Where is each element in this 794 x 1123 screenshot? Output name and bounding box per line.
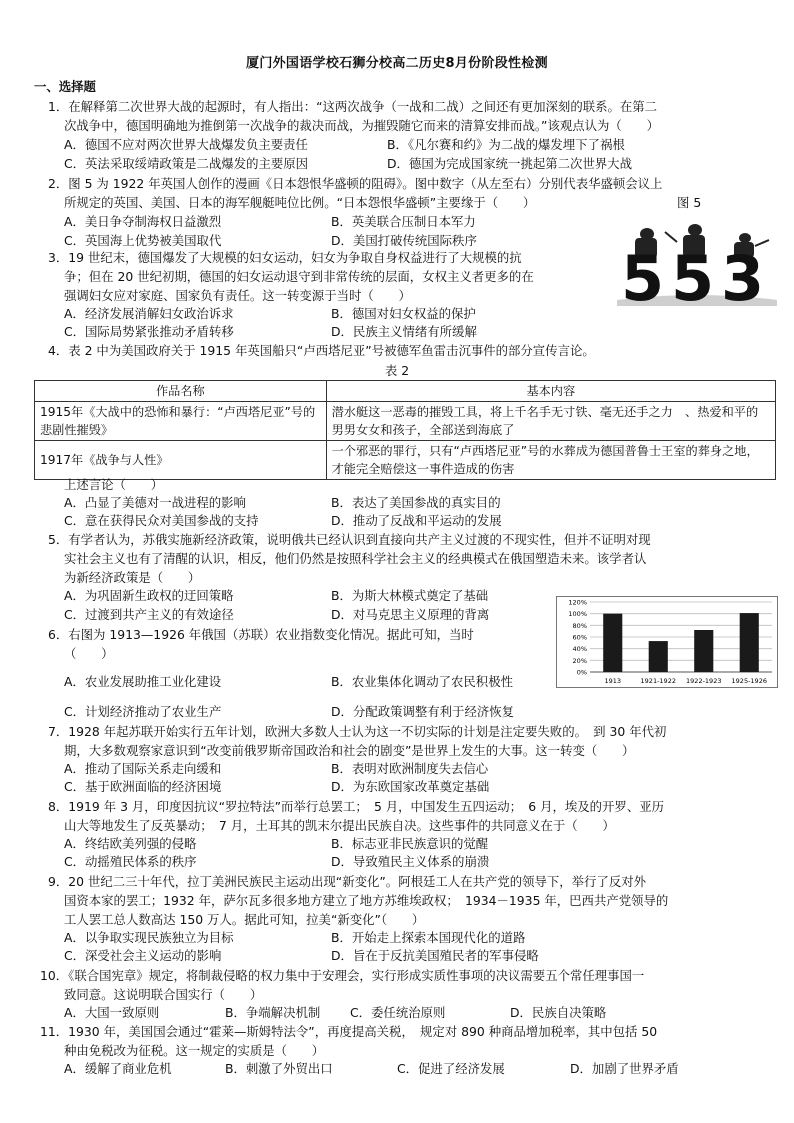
q11-option-b: B．刺激了外贸出口 [225,1061,333,1076]
q5-stem-line1: 5．有学者认为，苏俄实施新经济政策，说明俄共已经认识到直接向共产主义过渡的不现实性，但并不证明对现 [48,532,651,547]
q8-option-a: A．终结欧美列强的侵略 [64,836,197,851]
q4-option-c: C．意在获得民众对美国参战的支持 [64,513,259,528]
q1-option-d: D．德国为完成国家统一挑起第二次世界大战 [387,156,632,171]
chart-bar [649,641,668,672]
q11-option-c: C．促进了经济发展 [397,1061,505,1076]
q6-option-d: D．分配政策调整有利于经济恢复 [331,704,515,719]
chart-ytick-label: 80% [572,621,587,630]
q3-stem-line1: 3．19 世纪末，德国爆发了大规模的妇女运动，妇女为争取自身权益进行了大规模的抗 [48,250,522,265]
cartoon-digit-1: 5 [621,242,665,306]
chart-xtick-label: 1913 [604,677,622,685]
q7-option-b: B．表明对欧洲制度失去信心 [331,761,489,776]
q8-option-c: C．动摇殖民体系的秩序 [64,854,197,869]
q1-option-b: B．《凡尔赛和约》为二战的爆发埋下了祸根 [387,137,625,152]
q9-option-b: B．开始走上探索本国现代化的道路 [331,930,526,945]
q8-stem-line1: 8．1919 年 3 月，印度因抗议“罗拉特法”而举行总罢工； 5 月，中国发生五四运动； 6 月，埃及的开罗、亚历 [48,799,664,814]
q3-option-b: B．德国对妇女权益的保护 [331,306,476,321]
q11-stem-line2: 种由免税改为征税。这一规定的实质是（ ） [64,1043,325,1058]
q4-option-b: B．表达了美国参战的真实目的 [331,495,501,510]
table-row [35,441,776,480]
chart-bar [740,613,759,672]
table2 [34,380,776,480]
q3-option-a: A．经济发展消解妇女政治诉求 [64,306,234,321]
q11-option-d: D．加剧了世界矛盾 [570,1061,679,1076]
table-cell-work: 1917年《战争与人性》 [35,441,327,480]
q9-stem-line3: 工人罢工总人数高达 150 万人。据此可知，拉美“新变化”（ ） [64,912,425,927]
cartoon-digit-3: 3 [721,242,765,306]
q1-option-c: C．英法采取绥靖政策是二战爆发的主要原因 [64,156,309,171]
chart-ytick-label: 40% [572,645,587,654]
q3-option-d: D．民族主义情绪有所缓解 [331,324,477,339]
q4-option-a: A．凸显了美德对一战进程的影响 [64,495,246,510]
q6-stem-line1: 6．右图为 1913—1926 年俄国（苏联）农业指数变化情况。据此可知，当时 [48,627,474,642]
table-cell-work: 1915年《大战中的恐怖和暴行：“卢西塔尼亚”号的悲剧性摧毁》 [35,402,327,441]
q4-stem: 4．表 2 中为美国政府关于 1915 年英国船只“卢西塔尼亚”号被德军鱼雷击沉事件的部分宣传言论。 [48,343,595,358]
q11-stem-line1: 11．1930 年，美国国会通过“霍莱—斯姆特法令”，再度提高关税， 规定对 890 种商品增加税率，其中包括 50 [40,1024,658,1039]
cartoon-digit-2: 5 [671,242,715,306]
chart-xtick-label: 1922-1923 [686,677,722,685]
q5-option-c: C．过渡到共产主义的有效途径 [64,607,234,622]
q10-option-a: A．大国一致原则 [64,1005,160,1020]
q1-option-a: A．德国不应对两次世界大战爆发负主要责任 [64,137,308,152]
table-cell-content: 潜水艇这一恶毒的摧毁工具，将上千名手无寸铁、毫无还手之力 、热爱和平的男男女女和孩子，全部送到海底了 [326,402,775,441]
q1-stem-line2: 次战争中，德国明确地为推倒第一次战争的裁决而战，为摧毁随它而来的清算安排而战。”该观点认为（ ） [64,118,659,133]
chart-xtick-label: 1921-1922 [640,677,676,685]
table-header-row [35,381,776,402]
q2-option-c: C．英国海上优势被美国取代 [64,233,222,248]
q1-stem-line1: 1．在解释第二次世界大战的起源时，有人指出：“这两次战争（一战和二战）之间还有更加深刻的联系。在第二 [48,99,658,114]
q2-stem-line1: 2．图 5 为 1922 年英国人创作的漫画《日本怨恨华盛顿的阻碍》。图中数字（从左至右）分别代表华盛顿会议上 [48,176,663,191]
q9-option-c: C．深受社会主义运动的影响 [64,948,222,963]
q2-stem-line2: 所规定的英国、美国、日本的海军舰艇吨位比例。“日本怨恨华盛顿”主要缘于（ ） [64,195,536,210]
q6-stem-line2: （ ） [64,646,114,661]
q5-stem-line3: 为新经济政策是（ ） [64,570,201,585]
q7-option-a: A．推动了国际关系走向缓和 [64,761,222,776]
q9-stem-line1: 9．20 世纪二三十年代，拉丁美洲民族民主运动出现“新变化”。阿根廷工人在共产党的领导下，举行了反对外 [48,874,647,889]
q6-option-b: B．农业集体化调动了农民积极性 [331,674,513,689]
q3-stem-line3: 强调妇女应对家庭、国家负有责任。这一转变源于当时（ ） [64,288,411,303]
chart-ytick-label: 100% [568,610,587,619]
q7-option-c: C．基于欧洲面临的经济困境 [64,779,222,794]
q9-stem-line2: 国资本家的罢工；1932 年，萨尔瓦多很多地方建立了地方苏维埃政权； 1934－1935 年，巴西共产党领导的 [64,893,669,908]
table-header-work: 作品名称 [35,381,327,402]
chart-bar [694,630,713,672]
q8-stem-line2: 山大等地发生了反英暴动； 7 月，土耳其的凯末尔提出民族自决。这些事件的共同意义在于（ ） [64,818,615,833]
q10-option-c: C．委任统治原则 [350,1005,446,1020]
table-header-content: 基本内容 [326,381,775,402]
exam-title: 厦门外国语学校石狮分校高二历史8月份阶段性检测 [246,56,548,71]
q7-stem-line2: 期，大多数观察家意识到“改变前俄罗斯帝国政治和社会的剧变”是世界上发生的大事。这一转变（ ） [64,743,635,758]
q9-option-d: D．旨在于反抗美国殖民者的军事侵略 [331,948,539,963]
washington-cartoon-image [617,220,777,306]
q4-after-table: 上述言论（ ） [64,477,164,492]
q5-stem-line2: 实社会主义也有了清醒的认识，相反，他们仍然是按照科学社会主义的经典模式在俄国塑造未来。该学者认 [64,551,647,566]
agriculture-index-chart [556,596,778,688]
q10-option-b: B．争端解决机制 [225,1005,321,1020]
table-cell-content: 一个邪恶的罪行，只有“卢西塔尼亚”号的水葬成为德国普鲁士王室的葬身之地，才能完全赔偿这一事件造成的伤害 [326,441,775,480]
chart-bar [603,614,622,672]
q2-option-b: B．英美联合压制日本军力 [331,214,476,229]
chart-ytick-label: 20% [572,656,587,665]
table2-caption: 表 2 [384,363,410,378]
q10-stem-line2: 致同意。这说明联合国实行（ ） [64,987,263,1002]
chart-ytick-label: 0% [576,668,587,677]
q8-option-b: B．标志亚非民族意识的觉醒 [331,836,489,851]
q10-option-d: D．民族自决策略 [510,1005,607,1020]
q10-stem-line1: 10．《联合国宪章》规定，将制裁侵略的权力集中于安理会，实行形成实质性事项的决议需要五个常任理事国一 [40,968,645,983]
q9-option-a: A．以争取实现民族独立为目标 [64,930,234,945]
section-heading: 一、选择题 [34,79,96,94]
chart-ytick-label: 60% [572,633,587,642]
q8-option-d: D．导致殖民主义体系的崩溃 [331,854,490,869]
q3-option-c: C．国际局势紧张推动矛盾转移 [64,324,234,339]
q5-option-b: B．为斯大林模式奠定了基础 [331,588,489,603]
q6-option-c: C．计划经济推动了农业生产 [64,704,222,719]
figure5-label: 图 5 [677,195,702,210]
q7-stem-line1: 7．1928 年起苏联开始实行五年计划，欧洲大多数人士认为这一不切实际的计划是注定要失败的。 到 30 年代初 [48,724,667,739]
q5-option-d: D．对马克思主义原理的背离 [331,607,490,622]
q7-option-d: D．为东欧国家改革奠定基础 [331,779,490,794]
table-row [35,402,776,441]
q6-option-a: A．农业发展助推工业化建设 [64,674,222,689]
chart-xtick-label: 1925-1926 [731,677,767,685]
q2-option-d: D．美国打破传统国际秩序 [331,233,477,248]
q3-stem-line2: 争；但在 20 世纪初期，德国的妇女运动退守到非常传统的层面，女权主义者更多的在 [64,269,534,284]
q4-option-d: D．推动了反战和平运动的发展 [331,513,502,528]
chart-ytick-label: 120% [568,598,587,607]
q5-option-a: A．为巩固新生政权的迂回策略 [64,588,234,603]
q2-option-a: A．美日争夺制海权日益激烈 [64,214,222,229]
q11-option-a: A．缓解了商业危机 [64,1061,172,1076]
